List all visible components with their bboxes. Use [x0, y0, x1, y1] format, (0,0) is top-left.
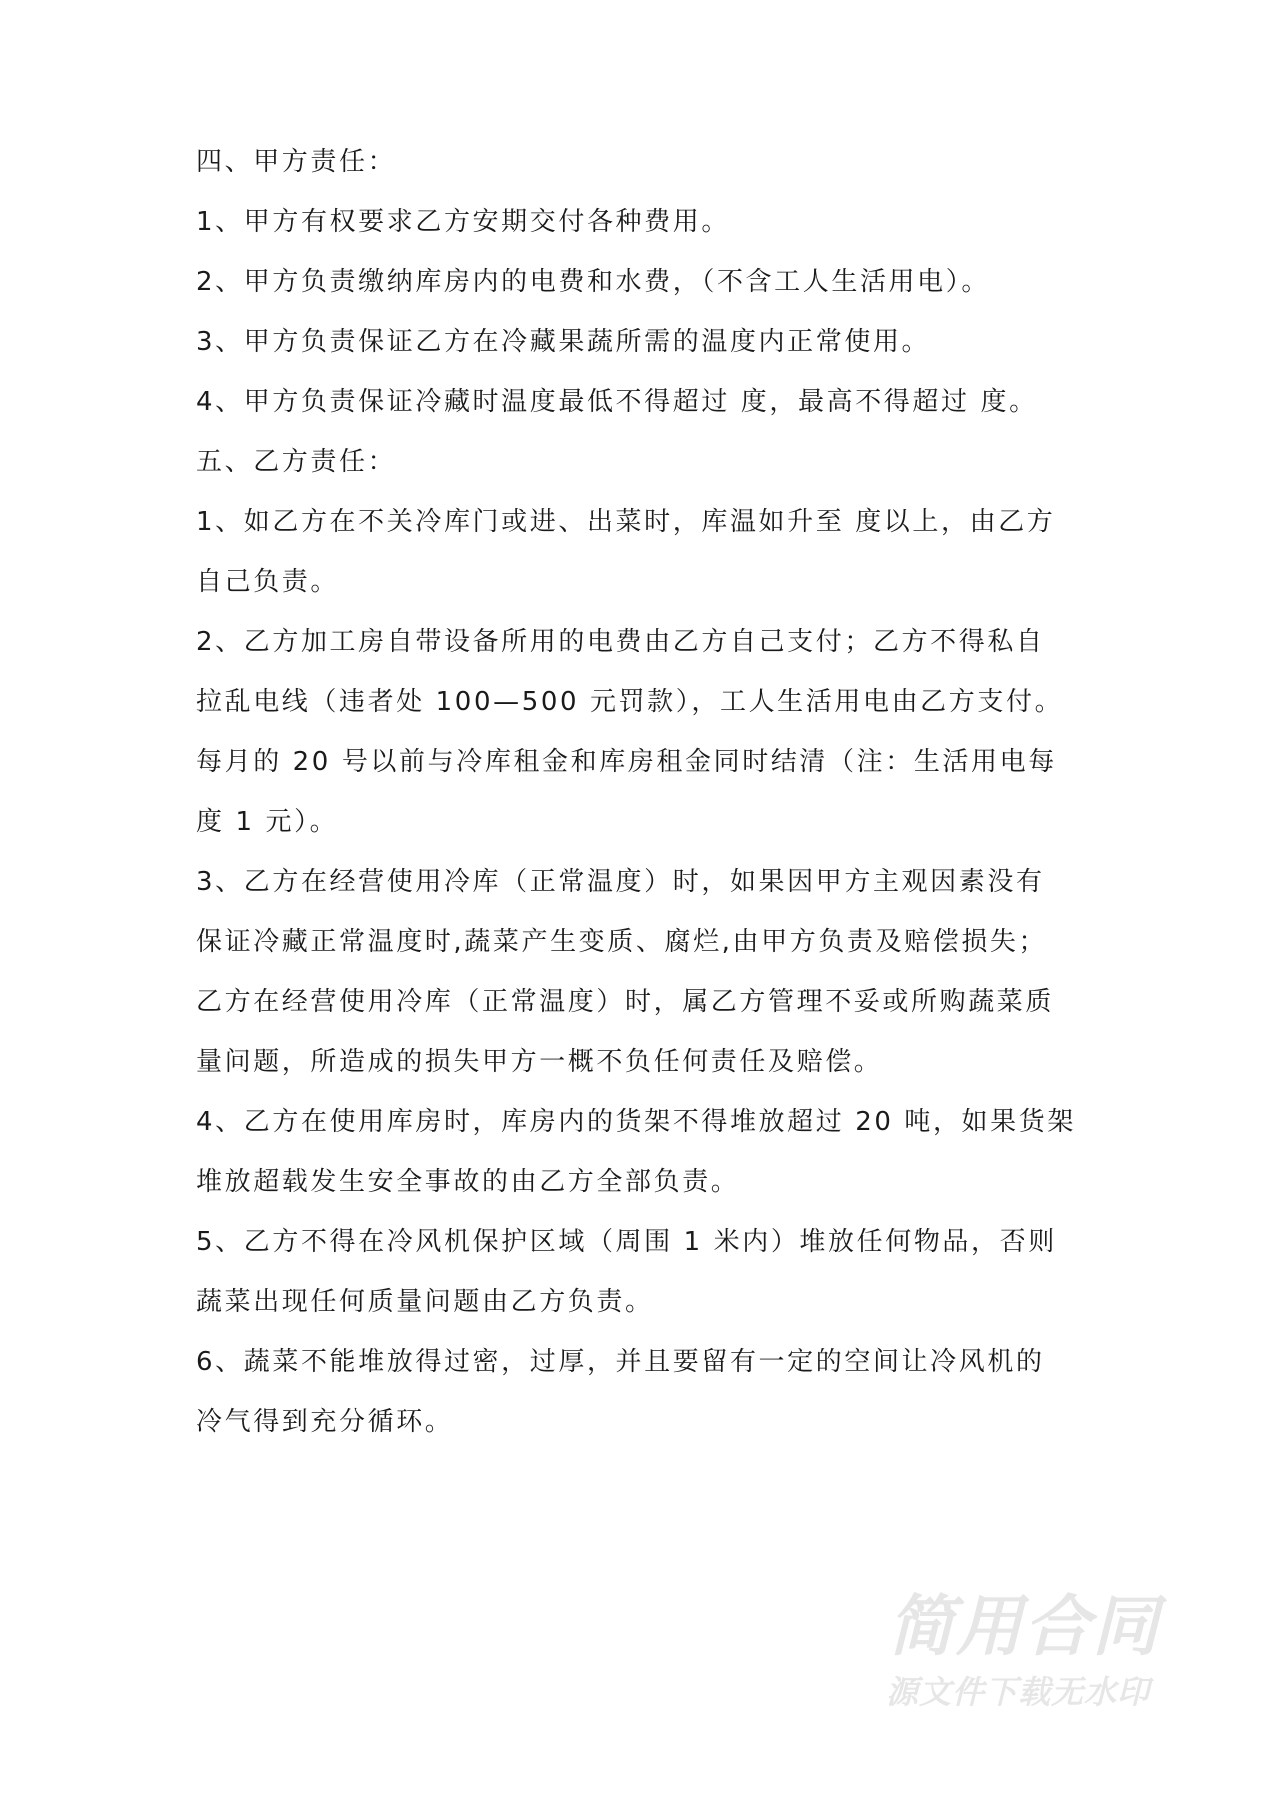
clause-b-6-line-1: 6、蔬菜不能堆放得过密，过厚，并且要留有一定的空间让冷风机的 — [196, 1347, 1045, 1377]
clause-b-1-line-1: 1、如乙方在不关冷库门或进、出菜时，库温如升至 度以上，由乙方 — [196, 507, 1056, 537]
clause-a-3: 3、甲方负责保证乙方在冷藏果蔬所需的温度内正常使用。 — [196, 327, 931, 357]
clause-b-2-line-4: 度 1 元）。 — [196, 807, 339, 837]
section-heading-party-a: 四、甲方责任： — [196, 147, 397, 177]
clause-b-3-line-1: 3、乙方在经营使用冷库（正常温度）时，如果因甲方主观因素没有 — [196, 867, 1045, 897]
watermark — [880, 1590, 1220, 1710]
clause-b-3-line-4: 量问题，所造成的损失甲方一概不负任何责任及赔偿。 — [196, 1047, 883, 1077]
clause-a-4: 4、甲方负责保证冷藏时温度最低不得超过 度，最高不得超过 度。 — [196, 387, 1038, 417]
clause-a-2: 2、甲方负责缴纳库房内的电费和水费，（不含工人生活用电）。 — [196, 267, 990, 297]
clause-b-5-line-1: 5、乙方不得在冷风机保护区域（周围 1 米内）堆放任何物品，否则 — [196, 1227, 1057, 1257]
clause-b-2-line-2: 拉乱电线（违者处 100—500 元罚款），工人生活用电由乙方支付。 — [196, 687, 1064, 717]
watermark-title: 简用合同 — [888, 1588, 1160, 1665]
clause-b-4-line-1: 4、乙方在使用库房时，库房内的货架不得堆放超过 20 吨，如果货架 — [196, 1107, 1076, 1137]
clause-a-1: 1、甲方有权要求乙方安期交付各种费用。 — [196, 207, 730, 237]
clause-b-1-line-2: 自己负责。 — [196, 567, 340, 597]
clause-b-4-line-2: 堆放超载发生安全事故的由乙方全部负责。 — [196, 1167, 740, 1197]
watermark-subtitle: 源文件下载无水印 — [886, 1673, 1151, 1711]
section-heading-party-b: 五、乙方责任： — [196, 447, 397, 477]
clause-b-3-line-2: 保证冷藏正常温度时,蔬菜产生变质、腐烂,由甲方负责及赔偿损失； — [196, 927, 1048, 957]
clause-b-6-line-2: 冷气得到充分循环。 — [196, 1407, 454, 1437]
clause-b-2-line-1: 2、乙方加工房自带设备所用的电费由乙方自己支付；乙方不得私自 — [196, 627, 1045, 657]
clause-b-5-line-2: 蔬菜出现任何质量问题由乙方负责。 — [196, 1287, 654, 1317]
clause-b-2-line-3: 每月的 20 号以前与冷库租金和库房租金同时结清（注：生活用电每 — [196, 747, 1057, 777]
clause-b-3-line-3: 乙方在经营使用冷库（正常温度）时，属乙方管理不妥或所购蔬菜质 — [196, 987, 1055, 1017]
